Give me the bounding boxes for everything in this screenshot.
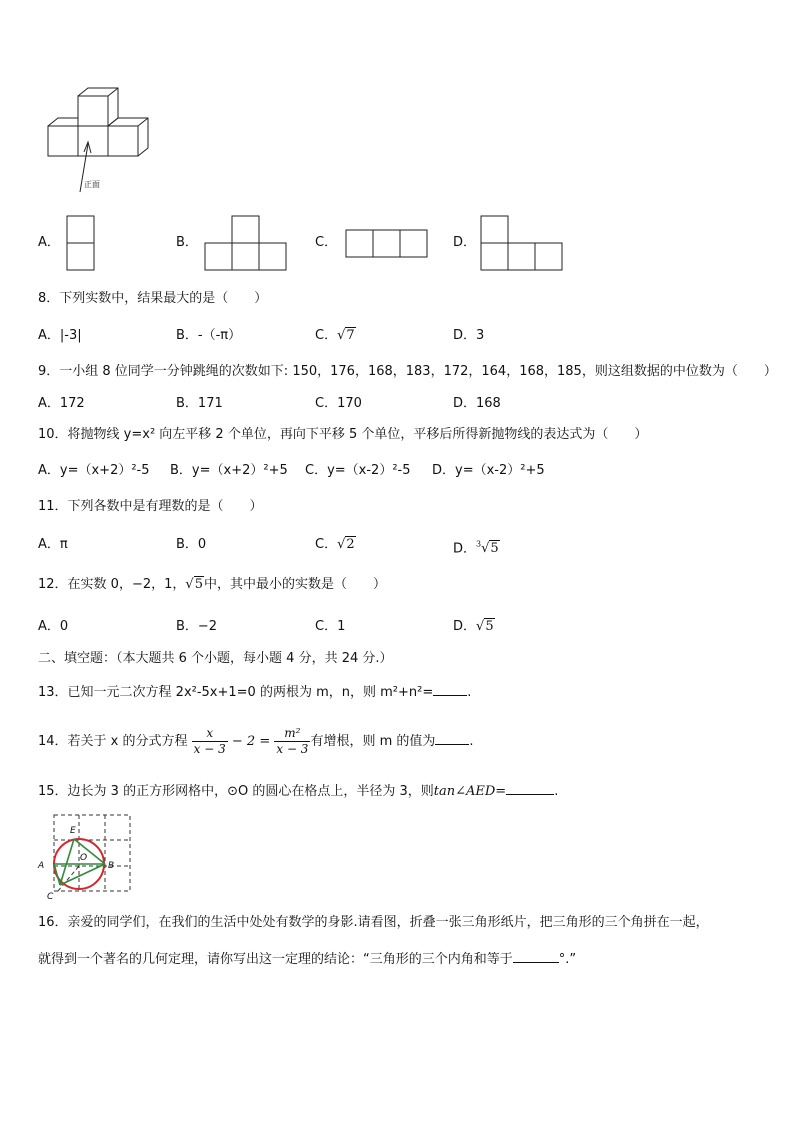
q7-option-a-figure	[66, 215, 96, 271]
q11-option-d-index: 3	[476, 540, 482, 549]
q16-answer-blank	[513, 948, 559, 963]
q9-option-d: D．168	[453, 396, 501, 411]
q15-label-o: O	[80, 853, 88, 863]
q8-option-c-radicand: 7	[346, 328, 355, 343]
q16-line-2: 就得到一个著名的几何定理，请你写出这一定理的结论：“三角形的三个内角和等于 °.”	[38, 948, 576, 969]
q14-stem: 14．若关于 x 的分式方程 $\frac{x}{x - 3}$ − 2 = $\frac{\text{m²}}{x - 3}$ 有增根，则 m 的值为 .	[38, 726, 474, 756]
q8-stem: 8．下列实数中，结果最大的是（ ）	[38, 291, 268, 306]
q10-option-c: C．y=（x-2）²-5	[305, 463, 411, 478]
q7-option-c-label: C．	[315, 235, 338, 250]
q9-option-b: B．171	[176, 396, 223, 411]
q14-fraction-left: $\frac{x}{x - 3}$	[193, 726, 226, 756]
front-label: 正面	[84, 180, 100, 189]
q15-answer-blank	[506, 780, 554, 795]
q15-label-a: A	[38, 861, 45, 871]
q9-stem: 9．一小组 8 位同学一分钟跳绳的次数如下: 150，176，168，183，172，164，168，185，则这组数据的中位数为（ ）	[38, 364, 777, 379]
q15-label-c: C	[47, 892, 54, 902]
q12-option-d-radicand: 5	[485, 619, 494, 634]
q11-option-a: A．π	[38, 537, 68, 552]
q7-option-c-figure	[345, 229, 429, 259]
q10-option-b: B．y=（x+2）²+5	[170, 463, 288, 478]
q9-option-a: A．172	[38, 396, 85, 411]
q8-option-c: C．√7	[315, 328, 355, 343]
q8-option-a: A．|-3|	[38, 328, 82, 343]
q15-label-b: B	[108, 861, 115, 871]
q8-option-d: D．3	[453, 328, 485, 343]
q12-option-a: A．0	[38, 619, 69, 634]
q10-option-d: D．y=（x-2）²+5	[432, 463, 545, 478]
q16-line-1: 16．亲爱的同学们，在我们的生活中处处有数学的身影.请看图，折叠一张三角形纸片，把三角形的三个角拼在一起，	[38, 915, 709, 930]
q12-option-d: D．√5	[453, 619, 494, 634]
q11-stem: 11．下列各数中是有理数的是（ ）	[38, 499, 263, 514]
q14-fraction-right: $\frac{\text{m²}}{x - 3}$	[276, 726, 309, 756]
q7-option-d-figure	[480, 215, 564, 271]
q14-answer-blank	[435, 730, 469, 745]
q7-option-d-label: D．	[453, 235, 477, 250]
q11-option-b: B．0	[176, 537, 207, 552]
q7-option-a-label: A．	[38, 235, 60, 250]
q15-stem: 15．边长为 3 的正方形网格中，⊙O 的圆心在格点上，半径为 3，则tan∠AED= .	[38, 780, 558, 801]
q11-option-c: C．√2	[315, 537, 355, 552]
q15-label-e: E	[70, 826, 76, 836]
q10-option-a: A．y=（x+2）²-5	[38, 463, 150, 478]
q12-stem-radicand: 5	[194, 577, 203, 592]
q8-option-b: B．-（-π）	[176, 328, 242, 343]
circle-grid-figure	[34, 812, 134, 904]
q12-option-b: B．−2	[176, 619, 218, 634]
cube-stack-figure	[40, 86, 155, 196]
section-2-heading: 二、填空题：（本大题共 6 个小题，每小题 4 分，共 24 分.）	[38, 651, 393, 666]
q7-option-b-figure	[204, 215, 288, 271]
q13-stem: 13．已知一元二次方程 2x²-5x+1=0 的两根为 m，n，则 m²+n²= .	[38, 681, 471, 702]
q11-option-d-radicand: 5	[490, 541, 499, 557]
q9-option-c: C．170	[315, 396, 362, 411]
q7-option-b-label: B．	[176, 235, 198, 250]
q11-option-d: D．$^3$√5	[453, 540, 499, 557]
q10-stem: 10．将抛物线 y=x² 向左平移 2 个单位，再向下平移 5 个单位，平移后所得新抛物线的表达式为（ ）	[38, 427, 648, 442]
q13-answer-blank	[433, 681, 467, 696]
q12-option-c: C．1	[315, 619, 346, 634]
q12-stem: 12．在实数 0，−2，1，√5中，其中最小的实数是（ ）	[38, 577, 386, 592]
q11-option-c-radicand: 2	[346, 537, 355, 552]
